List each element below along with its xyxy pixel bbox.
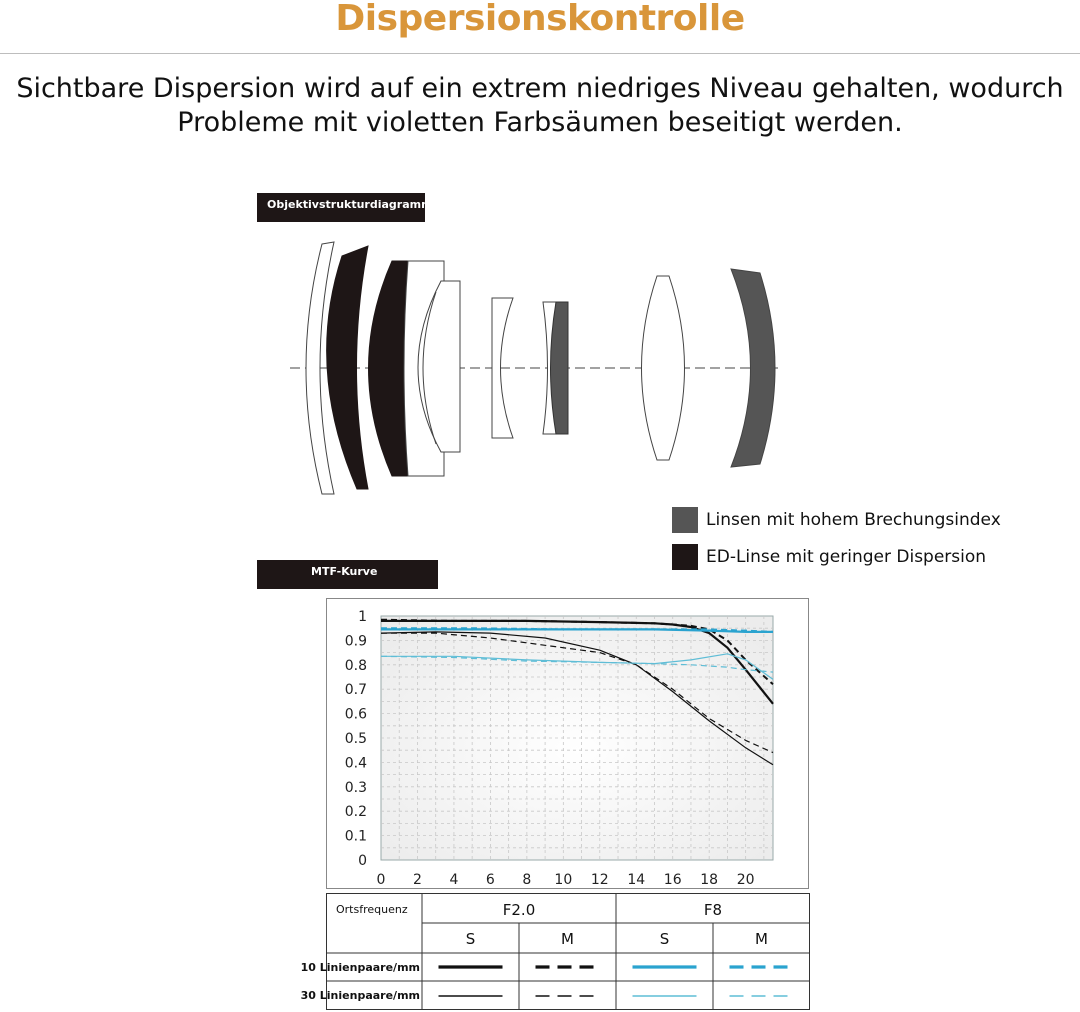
table-row-label: 30 Linienpaare/mm (300, 989, 420, 1002)
y-tick-label: 0.5 (344, 731, 367, 747)
table-orientation-label: M (561, 930, 574, 948)
table-header-label: Ortsfrequenz (336, 903, 408, 916)
y-tick-label: 0.8 (344, 657, 367, 674)
lens-diagram-label: Objektivstrukturdiagramm (257, 193, 425, 222)
x-tick-label: 0 (376, 872, 386, 888)
x-tick-label: 4 (449, 872, 459, 888)
x-tick-label: 12 (590, 872, 609, 888)
mtf-chart (326, 598, 810, 890)
mtf-legend-table (300, 893, 812, 1011)
x-tick-label: 8 (522, 872, 532, 888)
y-tick-label: 0 (358, 853, 367, 869)
mtf-label: MTF-Kurve (257, 560, 438, 589)
y-tick-label: 1 (358, 609, 367, 625)
y-tick-label: 0.9 (344, 633, 367, 650)
lens-structure-diagram (280, 238, 800, 498)
legend-swatch-ed (672, 544, 698, 570)
page-title: Dispersionskontrolle (335, 0, 745, 39)
legend-ed (672, 543, 986, 571)
x-tick-label: 6 (485, 872, 495, 888)
y-tick-label: 0.1 (344, 828, 367, 845)
y-tick-label: 0.6 (344, 706, 367, 723)
subtitle-line-1: Sichtbare Dispersion wird auf ein extrem niedriges Niveau gehalten, wodurch (16, 73, 1064, 104)
x-tick-label: 10 (554, 872, 573, 888)
table-orientation-label: S (465, 930, 476, 948)
legend-high-index (672, 506, 1001, 534)
plot-area (381, 616, 773, 860)
lens-element-3-ed (369, 261, 409, 476)
y-tick-label: 0.2 (344, 804, 367, 821)
x-tick-label: 14 (627, 872, 646, 888)
table-orientation-label: S (659, 930, 670, 948)
lens-element-7 (642, 276, 685, 460)
lens-element-8-high-index (731, 269, 775, 467)
legend-swatch-high-index (672, 507, 698, 533)
y-tick-label: 0.3 (344, 779, 367, 796)
x-tick-label: 18 (700, 872, 719, 888)
x-tick-label: 16 (663, 872, 682, 888)
page-subtitle (0, 72, 1080, 140)
x-tick-label: 20 (736, 872, 755, 888)
legend-label-ed: ED-Linse mit geringer Dispersion (706, 547, 987, 567)
title-divider (0, 53, 1080, 54)
table-orientation-label: M (755, 930, 768, 948)
subtitle-line-2: Probleme mit violetten Farbsäumen beseitigt werden. (177, 107, 903, 138)
lens-element-2-ed (327, 246, 368, 489)
legend-label-high-index: Linsen mit hohem Brechungsindex (706, 510, 1001, 530)
table-aperture-label: F8 (703, 901, 723, 919)
y-tick-label: 0.7 (344, 682, 367, 699)
y-tick-label: 0.4 (344, 755, 367, 772)
table-aperture-label: F2.0 (502, 901, 536, 919)
table-row-label: 10 Linienpaare/mm (300, 961, 420, 974)
x-tick-label: 2 (413, 872, 422, 888)
lens-element-6-high-index (551, 302, 569, 434)
